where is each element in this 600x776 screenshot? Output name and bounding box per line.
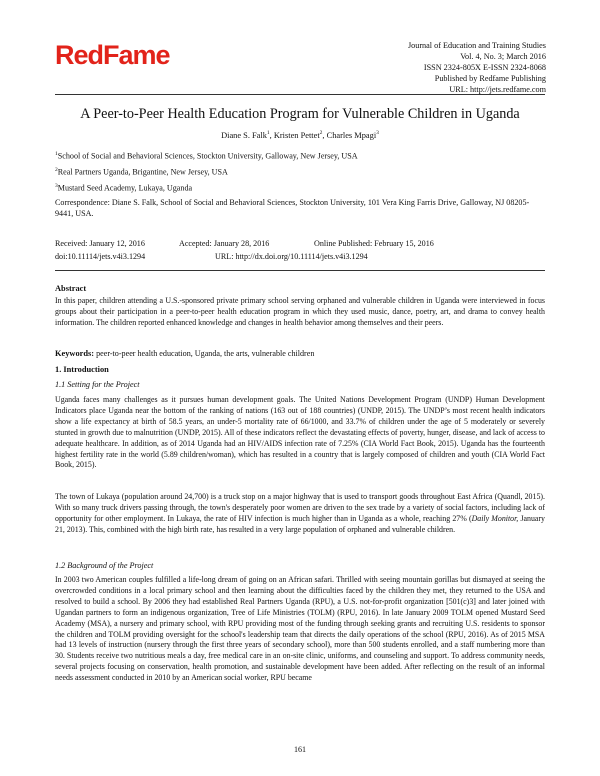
keywords <box>55 348 545 359</box>
body-paragraph: Uganda faces many challenges as it pursues human development goals. The United Nations Development Program (UNDP) Human Development Indicators place Uganda near the bottom of the ranking of nations (163 out of 188 countries) (UNDP, 2015). The UNDP’s most recent health indicators show a life expectancy at birth of 58.5 years, an under-5 mortality rate of 66/1000, and 33.7% of children under the age of 5 moderately or severely stunted in growth due to malnutrition (UNDP, 2015). All of these indicators reflect the devastating effects of poverty, hunger, disease, and lack of access to adequate healthcare. In addition, as of 2014 Uganda had an HIV/AIDS infection rate of 7.25% (CIA World Fact Book, 2015). Uganda has the fourteenth highest fertility rate in the world (5.89 children/woman), which has resulted in a country that is largely composed of children and youth (CIA World Fact Book, 2015). <box>55 395 545 470</box>
journal-name: Journal of Education and Training Studies <box>407 41 546 50</box>
affiliation-1 <box>55 149 545 162</box>
journal-volume: Vol. 4, No. 3; March 2016 <box>460 52 546 61</box>
journal-issn: ISSN 2324-805X E-ISSN 2324-8068 <box>423 63 546 72</box>
body-paragraph <box>55 492 545 536</box>
affiliation-sup: 3 <box>55 183 58 189</box>
citation-italic: Daily Monitor, <box>471 513 519 523</box>
header-rule <box>55 94 545 95</box>
subsection-heading: 1.2 Background of the Project <box>55 561 154 570</box>
section-heading: 1. Introduction <box>55 365 109 374</box>
paper-title: A Peer-to-Peer Health Education Program for Vulnerable Children in Uganda <box>80 106 520 122</box>
publisher-logo[interactable] <box>55 42 170 69</box>
affiliation-text: Real Partners Uganda, Brigantine, New Jersey, USA <box>57 167 228 177</box>
logo-red: Red <box>55 40 104 70</box>
body-paragraph: In 2003 two American couples fulfilled a life-long dream of going on an African safari. Thrilled with seeing mountain gorillas but dismayed at seeing the overcrowded conditions in a local primary school and then learning about the difficulties faced by the children they met, they returned to the USA and resolved to build a school. By 2006 they had established Real Partners Uganda (RPU), a U.S. not-for-profit organization [501(c)3] and later joined with Ugandan partners to form an indigenous organization, Tree of Life Ministries (TOLM) (RPU, 2016). In late January 2009 TOLM opened Mustard Seed Academy (MSA), a nursery and primary school, with RPU providing most of the funding through seeking grants and recruiting U.S. residents to sponsor the children and TOLM providing oversight for the school's leadership team that directs the daily operations of the school (RPU, 2016). As of 2015 MSA had 13 levels of instruction (nursery through the first three years of secondary school), more than 500 students enrolled, and a staff numbering more than 30. Students receive two nutritious meals a day, free medical care in an on-site clinic, uniforms, and counseling and support. To address community needs, several projects focusing on conservation, health promotion, and sustainable development have been added. After reflecting on the result of an informal needs assessment conducted in 2010 by an American social worker, RPU became <box>55 575 545 683</box>
author-sup: 3 <box>376 130 379 136</box>
affiliation-sup: 1 <box>55 151 58 157</box>
subsection-heading: 1.1 Setting for the Project <box>55 380 140 389</box>
affiliation-text: School of Social and Behavioral Sciences, Stockton University, Galloway, New Jersey, USA <box>57 151 358 161</box>
abstract-text: In this paper, children attending a U.S.-sponsored private primary school serving orphaned and vulnerable children in Uganda were interviewed in focus groups about their participation in a peer-to-peer health education program in which they used music, dance, poetry, art, and drama to convey health information. The children reported enhanced knowledge and changes in health behavior among themselves and their peers. <box>55 296 545 327</box>
doi[interactable]: doi:10.11114/jets.v4i3.1294 <box>55 252 146 261</box>
author-sup: 1 <box>266 130 270 136</box>
dates-rule <box>55 270 545 271</box>
affiliation-sup: 2 <box>55 167 58 173</box>
journal-info <box>408 40 546 95</box>
logo-fame: Fame <box>103 40 170 70</box>
paragraph-text: January 21, 2013). This, combined with the high birth rate, has resulted in a very large population of orphaned and vulnerable children. <box>55 513 546 534</box>
keywords-text: peer-to-peer health education, Uganda, the arts, vulnerable children <box>94 349 315 358</box>
author-sup: 2 <box>319 130 323 136</box>
affiliation-3 <box>55 181 545 194</box>
author-name: Diane S. Falk <box>221 130 267 140</box>
author-name: Kristen Pettet <box>273 130 320 140</box>
received-date: Received: January 12, 2016 <box>55 239 145 248</box>
published-date: Online Published: February 15, 2016 <box>314 239 434 248</box>
accepted-date: Accepted: January 28, 2016 <box>179 239 270 248</box>
doi-url[interactable]: URL: http://dx.doi.org/10.11114/jets.v4i3.1294 <box>215 252 368 261</box>
journal-publisher: Published by Redfame Publishing <box>434 74 546 83</box>
paragraph-text: The town of Lukaya (population around 24,700) is a truck stop on a major highway that is used to transport goods throughout East Africa (Quandl, 2015). With so many truck drivers passing through, the town's desperately poor women are driven to the sex trade by a variety of social factors, including lack of opportunity for other employment. In Lukaya, the rate of HIV infection is much higher than in Uganda as a whole, reaching 27% ( <box>55 492 545 523</box>
abstract-heading: Abstract <box>55 284 87 293</box>
page-number: 161 <box>294 745 306 754</box>
author-list: Diane S. Falk$^1$, Kristen Pettet$^2$, Charles Mpagi$^3$ <box>221 130 379 140</box>
author-name: Charles Mpagi <box>326 130 377 140</box>
keywords-label: Keywords: <box>55 349 95 358</box>
affiliation-text: Mustard Seed Academy, Lukaya, Uganda <box>57 183 193 193</box>
journal-url[interactable]: URL: http://jets.redfame.com <box>449 85 546 94</box>
correspondence: Correspondence: Diane S. Falk, School of Social and Behavioral Sciences, Stockton University, 101 Vera King Farris Drive, Galloway, NJ 08205-9441, USA. <box>55 198 530 218</box>
affiliation-2 <box>55 165 545 178</box>
